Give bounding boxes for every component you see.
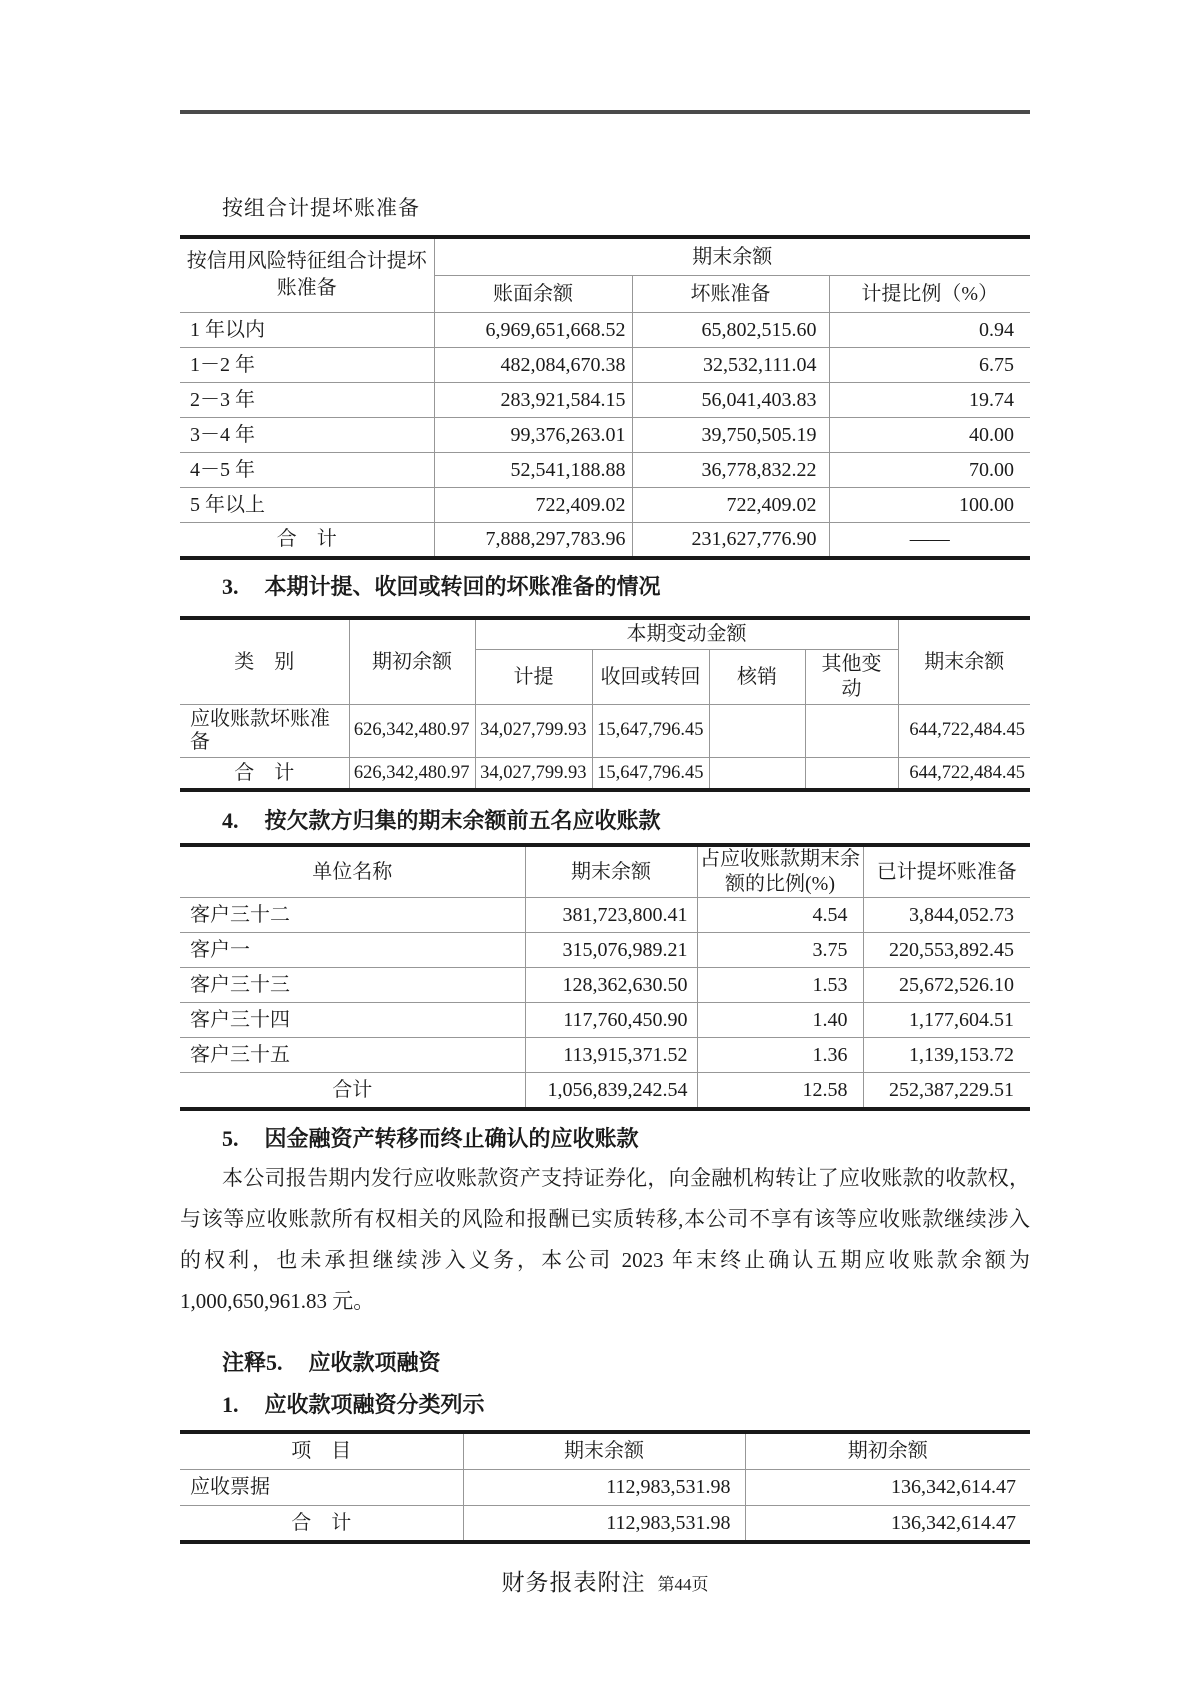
table-total-row: [180, 757, 1030, 790]
section-number: 4.: [222, 808, 239, 833]
table-row: [180, 968, 1030, 1003]
section-title: 因金融资产转移而终止确认的应收账款: [264, 1126, 639, 1151]
section-number: 3.: [222, 574, 239, 599]
cell-value: 644,722,484.45: [898, 757, 1030, 790]
note-5-heading: [222, 1346, 441, 1377]
cell-value: [805, 757, 898, 790]
column-header: 期末余额: [525, 845, 697, 898]
table-header-row: [180, 1432, 1030, 1469]
top-five-debtors-table: [180, 843, 1030, 1111]
cell-value: 3.75: [697, 933, 863, 968]
column-header: 坏账准备: [632, 275, 829, 312]
row-label: 应收账款坏账准备: [180, 704, 349, 757]
column-group-header: 期末余额: [434, 237, 1030, 275]
cell-value: 626,342,480.97: [349, 757, 475, 790]
section-title: 按欠款方归集的期末余额前五名应收账款: [264, 808, 661, 833]
cell-value: 315,076,989.21: [525, 933, 697, 968]
column-header: 期末余额: [463, 1432, 745, 1469]
section-title: 本期计提、收回或转回的坏账准备的情况: [264, 574, 661, 599]
cell-value: 283,921,584.15: [434, 382, 632, 417]
table-row: [180, 347, 1030, 382]
section-3-heading: [222, 570, 661, 601]
cell-value: 722,409.02: [632, 487, 829, 522]
row-label: 客户一: [180, 933, 525, 968]
page-footer: [180, 1564, 1030, 1597]
cell-value: 113,915,371.52: [525, 1038, 697, 1073]
cell-value: 644,722,484.45: [898, 704, 1030, 757]
cell-value: 112,983,531.98: [463, 1505, 745, 1542]
cell-value: 722,409.02: [434, 487, 632, 522]
paragraph-line: 与该等应收账款所有权相关的风险和报酬已实质转移,本公司不享有该等应收账款继续涉入: [180, 1207, 1030, 1231]
cell-value: 482,084,670.38: [434, 347, 632, 382]
column-header: 收回或转回: [592, 649, 709, 704]
cell-value: 117,760,450.90: [525, 1003, 697, 1038]
table-row: [180, 1038, 1030, 1073]
table-row: [180, 382, 1030, 417]
cell-value: 1,139,153.72: [863, 1038, 1030, 1073]
table-total-row: [180, 1073, 1030, 1109]
table-row: [180, 898, 1030, 933]
cell-value: 4.54: [697, 898, 863, 933]
cell-value: 36,778,832.22: [632, 452, 829, 487]
column-header: 已计提坏账准备: [863, 845, 1030, 898]
credit-risk-aging-table: [180, 235, 1030, 560]
table-row: [180, 704, 1030, 757]
table-header-row: [180, 618, 1030, 649]
table-row: [180, 1469, 1030, 1505]
cell-value: 1,177,604.51: [863, 1003, 1030, 1038]
table-total-row: [180, 522, 1030, 558]
section-number: 1.: [222, 1392, 239, 1417]
table-row: [180, 312, 1030, 347]
table-row: [180, 452, 1030, 487]
column-header: 计提比例（%）: [829, 275, 1030, 312]
cell-value: 128,362,630.50: [525, 968, 697, 1003]
row-label: 客户三十三: [180, 968, 525, 1003]
cell-value: 1.53: [697, 968, 863, 1003]
cell-value: [709, 704, 805, 757]
row-label: 5 年以上: [180, 487, 434, 522]
cell-value: 220,553,892.45: [863, 933, 1030, 968]
cell-value: 0.94: [829, 312, 1030, 347]
header-rule: [180, 110, 1030, 114]
row-label: 2－3 年: [180, 382, 434, 417]
group-provision-heading: 按组合计提坏账准备: [222, 196, 420, 220]
cell-value: 39,750,505.19: [632, 417, 829, 452]
column-header: 核销: [709, 649, 805, 704]
paragraph-line: 的权利，也未承担继续涉入义务，本公司 2023 年末终止确认五期应收账款余额为: [180, 1248, 1030, 1272]
row-label: 合 计: [180, 757, 349, 790]
row-label: 客户三十二: [180, 898, 525, 933]
cell-value: ——: [829, 522, 1030, 558]
cell-value: 1.40: [697, 1003, 863, 1038]
cell-value: 381,723,800.41: [525, 898, 697, 933]
table-row: [180, 487, 1030, 522]
row-label: 合 计: [180, 522, 434, 558]
row-label: 合计: [180, 1073, 525, 1109]
column-header: 项 目: [180, 1432, 463, 1469]
cell-value: 6.75: [829, 347, 1030, 382]
cell-value: 626,342,480.97: [349, 704, 475, 757]
column-header: 按信用风险特征组合计提坏账准备: [180, 237, 434, 312]
row-label: 客户三十四: [180, 1003, 525, 1038]
cell-value: [709, 757, 805, 790]
cell-value: 15,647,796.45: [592, 757, 709, 790]
paragraph-line: 本公司报告期内发行应收账款资产支持证券化，向金融机构转让了应收账款的收款权，: [222, 1166, 1030, 1190]
column-header: 占应收账款期末余额的比例(%): [697, 845, 863, 898]
cell-value: 100.00: [829, 487, 1030, 522]
provision-movement-table: [180, 616, 1030, 792]
table-row: [180, 417, 1030, 452]
row-label: 1－2 年: [180, 347, 434, 382]
cell-value: 32,532,111.04: [632, 347, 829, 382]
column-group-header: 本期变动金额: [475, 618, 898, 649]
cell-value: 70.00: [829, 452, 1030, 487]
cell-value: 7,888,297,783.96: [434, 522, 632, 558]
table-header-row: [180, 237, 1030, 275]
cell-value: 40.00: [829, 417, 1030, 452]
table-row: [180, 1003, 1030, 1038]
row-label: 4－5 年: [180, 452, 434, 487]
cell-value: 65,802,515.60: [632, 312, 829, 347]
cell-value: 1,056,839,242.54: [525, 1073, 697, 1109]
cell-value: 112,983,531.98: [463, 1469, 745, 1505]
section-4-heading: [222, 804, 661, 835]
table-row: [180, 933, 1030, 968]
cell-value: 25,672,526.10: [863, 968, 1030, 1003]
section-5-heading: [222, 1122, 639, 1153]
cell-value: 19.74: [829, 382, 1030, 417]
cell-value: 56,041,403.83: [632, 382, 829, 417]
column-header: 类 别: [180, 618, 349, 704]
cell-value: [805, 704, 898, 757]
note-title: 应收款项融资: [308, 1350, 441, 1375]
cell-value: 136,342,614.47: [745, 1469, 1030, 1505]
table-header-row: [180, 845, 1030, 898]
footer-title: 财务报表附注: [501, 1570, 646, 1595]
section-title: 应收款项融资分类列示: [264, 1392, 485, 1417]
transfer-derecognition-paragraph: [180, 1158, 1030, 1322]
paragraph-line: 1,000,650,961.83 元。: [180, 1289, 375, 1313]
cell-value: 99,376,263.01: [434, 417, 632, 452]
row-label: 应收票据: [180, 1469, 463, 1505]
cell-value: 52,541,188.88: [434, 452, 632, 487]
cell-value: 1.36: [697, 1038, 863, 1073]
cell-value: 34,027,799.93: [475, 757, 592, 790]
row-label: 客户三十五: [180, 1038, 525, 1073]
footer-page-number: 第44页: [657, 1575, 709, 1594]
column-header: 期初余额: [349, 618, 475, 704]
receivables-financing-table: [180, 1430, 1030, 1544]
column-header: 期末余额: [898, 618, 1030, 704]
row-label: 1 年以内: [180, 312, 434, 347]
column-header: 单位名称: [180, 845, 525, 898]
cell-value: 34,027,799.93: [475, 704, 592, 757]
section-number: 5.: [222, 1126, 239, 1151]
cell-value: 6,969,651,668.52: [434, 312, 632, 347]
cell-value: 12.58: [697, 1073, 863, 1109]
cell-value: 136,342,614.47: [745, 1505, 1030, 1542]
cell-value: 252,387,229.51: [863, 1073, 1030, 1109]
column-header: 期初余额: [745, 1432, 1030, 1469]
row-label: 3－4 年: [180, 417, 434, 452]
row-label: 合 计: [180, 1505, 463, 1542]
column-header: 账面余额: [434, 275, 632, 312]
column-header: 其他变动: [805, 649, 898, 704]
cell-value: 231,627,776.90: [632, 522, 829, 558]
note-number: 注释5.: [222, 1350, 283, 1375]
column-header: 计提: [475, 649, 592, 704]
cell-value: 3,844,052.73: [863, 898, 1030, 933]
table-total-row: [180, 1505, 1030, 1542]
subsection-1-heading: [222, 1388, 485, 1419]
cell-value: 15,647,796.45: [592, 704, 709, 757]
